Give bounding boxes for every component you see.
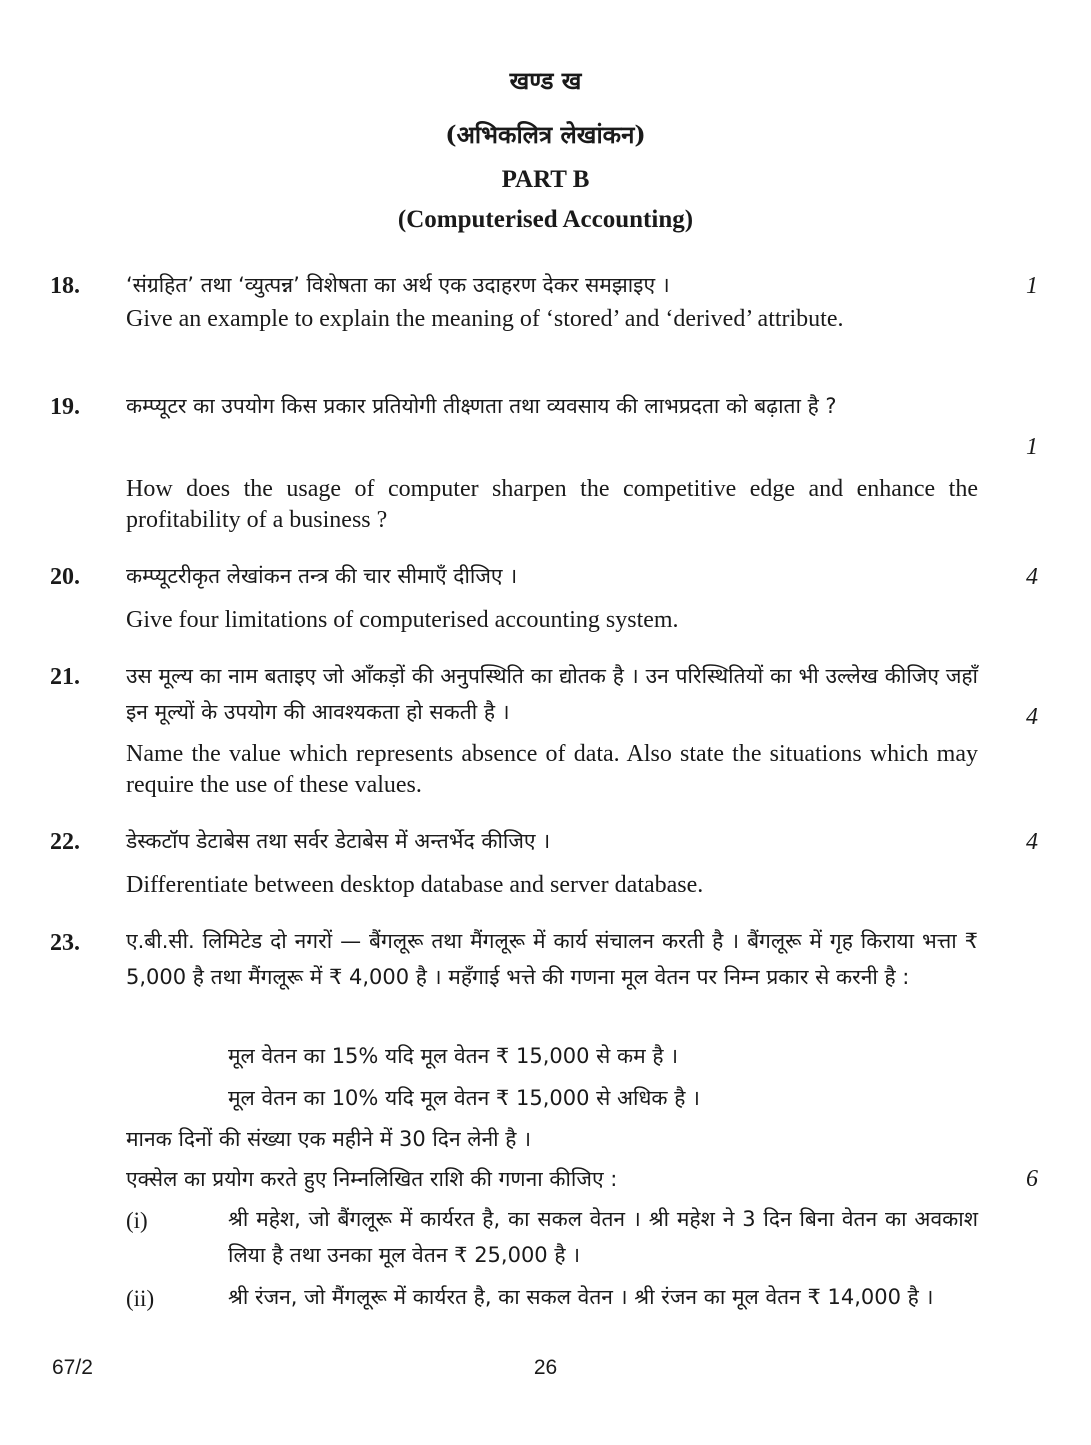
question-text-english: Give an example to explain the meaning of ‘stored’ and ‘derived’ attribute. — [126, 306, 844, 332]
question-text-english: Name the value which represents absence of data. Also state the situations which may require the use of these values. — [126, 741, 978, 798]
question-marks: 4 — [1026, 564, 1038, 590]
question-number: 21. — [50, 664, 80, 690]
question-text-hindi: ‘संग्रहित’ तथा ‘व्युत्पन्न’ विशेषता का अर्थ एक उदाहरण देकर समझाइए । — [126, 273, 670, 297]
question-text-hindi: कम्प्यूटरीकृत लेखांकन तन्त्र की चार सीमाएँ दीजिए । — [126, 564, 518, 588]
section-title-hindi: (अभिकलित्र लेखांकन) — [445, 120, 646, 149]
question-number: 22. — [50, 829, 80, 855]
question-number: 20. — [50, 564, 80, 590]
question-marks: 6 — [1026, 1166, 1038, 1192]
question-text-hindi: उस मूल्य का नाम बताइए जो आँकड़ों की अनुपस्थिति का द्योतक है । उन परिस्थितियों का भी उल्लेख कीजिए जहाँ इन मूल्यों के उपयोग की आवश्यकता हो सकती है । — [126, 664, 978, 724]
instruction-text: एक्सेल का प्रयोग करते हुए निम्नलिखित राशि की गणना कीजिए : — [126, 1167, 618, 1191]
section-title: (Computerised Accounting) — [397, 206, 694, 233]
rule-line: मूल वेतन का 10% यदि मूल वेतन ₹ 15,000 से अधिक है । — [228, 1086, 700, 1110]
question-text-english: Differentiate between desktop database and server database. — [126, 872, 704, 898]
question-text-english: How does the usage of computer sharpen the competitive edge and enhance the profitability of a business ? — [126, 476, 978, 533]
question-marks: 4 — [1026, 829, 1038, 855]
subquestion-label: (i) — [126, 1208, 148, 1233]
question-marks: 1 — [1026, 434, 1038, 460]
page-number: 26 — [533, 1356, 558, 1379]
question-marks: 1 — [1026, 273, 1038, 299]
question-text-english: Give four limitations of computerised accounting system. — [126, 607, 679, 633]
question-text-hindi: डेस्कटॉप डेटाबेस तथा सर्वर डेटाबेस में अन्तर्भेद कीजिए । — [126, 829, 551, 853]
question-number: 19. — [50, 394, 80, 420]
question-number: 23. — [50, 930, 80, 956]
subquestion-text: श्री रंजन, जो मैंगलूरू में कार्यरत है, का सकल वेतन । श्री रंजन का मूल वेतन ₹ 14,000 है । — [228, 1285, 934, 1309]
section-heading: PART B — [501, 166, 590, 193]
question-text-hindi: कम्प्यूटर का उपयोग किस प्रकार प्रतियोगी तीक्ष्णता तथा व्यवसाय की लाभप्रदता को बढ़ाता है ? — [126, 394, 837, 418]
question-text-hindi: ए.बी.सी. लिमिटेड दो नगरों — बैंगलूरू तथा मैंगलूरू में कार्य संचालन करती है । बैंगलूरू में गृह किराया भत्ता ₹ 5,000 है तथा मैंगलूरू में ₹ 4,000 है । महँगाई भत्ते की गणना मूल वेतन पर निम्न प्रकार से करनी है : — [126, 929, 978, 989]
subquestion-text: श्री महेश, जो बैंगलूरू में कार्यरत है, का सकल वेतन । श्री महेश ने 3 दिन बिना वेतन का अवकाश लिया है तथा उनका मूल वेतन ₹ 25,000 है । — [228, 1207, 978, 1267]
question-number: 18. — [50, 273, 80, 299]
question-marks: 4 — [1026, 704, 1038, 730]
section-heading-hindi: खण्ड ख — [509, 66, 582, 95]
subquestion-label: (ii) — [126, 1286, 155, 1311]
standard-days-text: मानक दिनों की संख्या एक महीने में 30 दिन लेनी है । — [126, 1127, 532, 1151]
paper-code: 67/2 — [52, 1356, 93, 1379]
rule-line: मूल वेतन का 15% यदि मूल वेतन ₹ 15,000 से कम है । — [228, 1044, 679, 1068]
